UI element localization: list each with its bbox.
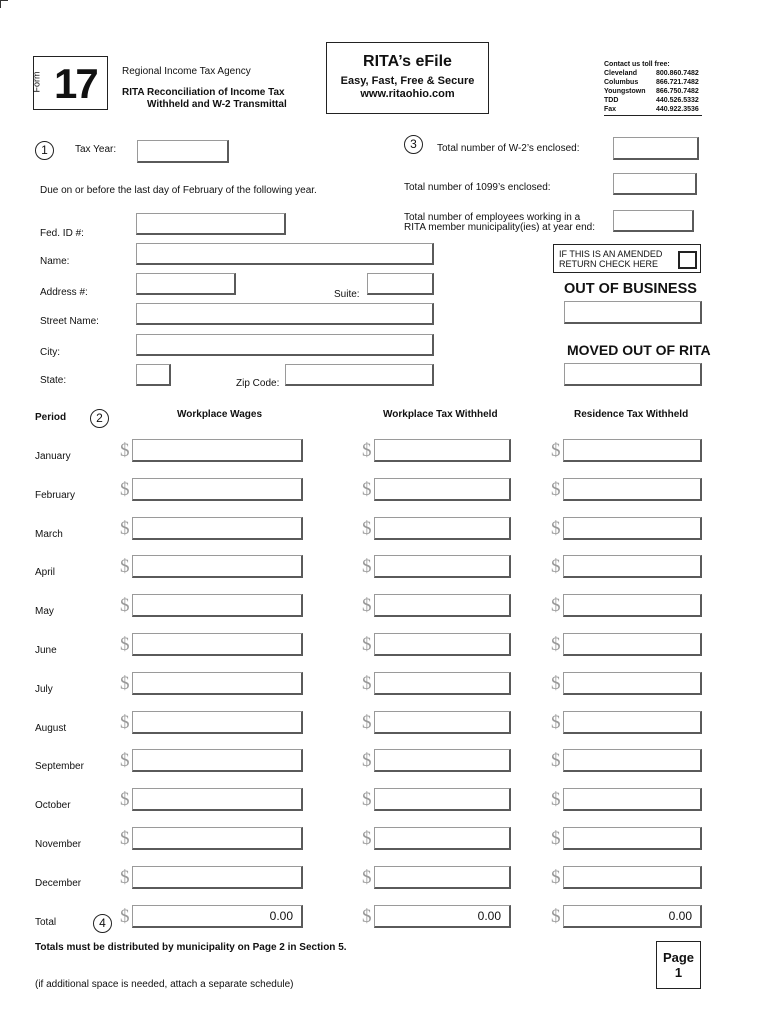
dollar-icon: $ xyxy=(120,517,130,539)
dollar-icon: $ xyxy=(551,828,561,849)
month-label-june: June xyxy=(35,645,57,656)
april-residence-tax-input[interactable] xyxy=(563,555,702,578)
contact-row: Columbus 866.721.7482 xyxy=(604,79,699,86)
dollar-icon: $ xyxy=(120,556,130,578)
dollar-icon: $ xyxy=(551,440,561,461)
workplace-wages-header: Workplace Wages xyxy=(177,409,263,420)
dollar-icon: $ xyxy=(551,517,561,539)
november-workplace-tax-input[interactable] xyxy=(374,827,511,850)
fed-id-label: Fed. ID #: xyxy=(40,228,84,239)
dollar-icon: $ xyxy=(120,595,130,617)
name-label: Name: xyxy=(40,256,70,267)
dollar-icon: $ xyxy=(362,440,372,461)
efile-tagline: Easy, Fast, Free & Secure xyxy=(340,75,475,87)
amended-label-line2: RETURN CHECK HERE xyxy=(559,259,659,269)
total-workplace-tax-field[interactable]: 0.00 xyxy=(374,905,511,928)
page-word: Page xyxy=(662,950,695,965)
section-1-badge: 1 xyxy=(35,141,54,160)
zip-code-input[interactable] xyxy=(285,364,434,386)
month-label-october: October xyxy=(35,800,71,812)
march-workplace-tax-input[interactable] xyxy=(374,517,511,540)
dollar-icon: $ xyxy=(551,789,561,811)
month-label-july: July xyxy=(35,683,53,695)
page-number: 1 xyxy=(674,965,683,980)
dollar-icon: $ xyxy=(551,595,561,617)
may-workplace-wages-input[interactable] xyxy=(132,594,303,617)
total-workplace-wages-field[interactable]: 0.00 xyxy=(132,905,303,928)
additional-space-note: (if additional space is needed, attach a separate schedule) xyxy=(35,979,294,990)
dollar-icon: $ xyxy=(551,556,561,578)
section-3-badge: 3 xyxy=(404,135,423,154)
contact-row: TDD 440.526.5332 xyxy=(604,97,699,104)
form-1099-count-label: Total number of 1099’s enclosed: xyxy=(404,182,551,193)
form-title-line2: Withheld and W-2 Transmittal xyxy=(147,99,287,110)
efile-box xyxy=(326,42,489,114)
contact-underline xyxy=(604,115,702,116)
january-workplace-wages-input[interactable] xyxy=(132,439,303,462)
address-number-input[interactable] xyxy=(136,273,236,295)
contact-row: Fax 440.922.3536 xyxy=(604,106,699,113)
efile-title: RITA’s eFile xyxy=(363,53,452,70)
amended-return-box xyxy=(553,244,701,273)
contact-row: Cleveland 800.860.7482 xyxy=(604,70,699,77)
city-label: City: xyxy=(40,347,60,358)
dollar-icon: $ xyxy=(362,906,372,927)
month-label-september: September xyxy=(35,761,84,773)
dollar-icon: $ xyxy=(551,478,561,500)
dollar-icon: $ xyxy=(362,711,372,733)
september-residence-tax-input[interactable] xyxy=(563,749,702,772)
tax-year-input[interactable] xyxy=(137,140,229,163)
month-label-december: December xyxy=(35,877,82,889)
street-name-label: Street Name: xyxy=(40,316,99,327)
contact-row: Youngstown 866.750.7482 xyxy=(604,88,699,95)
may-workplace-tax-input[interactable] xyxy=(374,594,511,617)
dollar-icon: $ xyxy=(120,672,130,694)
amended-return-checkbox[interactable] xyxy=(678,251,697,269)
dollar-icon: $ xyxy=(362,478,372,500)
period-header: Period xyxy=(35,412,67,423)
october-workplace-wages-input[interactable] xyxy=(132,788,303,811)
form-number-box xyxy=(33,56,108,110)
agency-name: Regional Income Tax Agency xyxy=(122,66,251,77)
month-label-february: February xyxy=(35,489,76,501)
dollar-icon: $ xyxy=(120,828,130,849)
distribution-note: Totals must be distributed by municipality on Page 2 in Section 5. xyxy=(35,942,347,953)
out-of-business-label: OUT OF BUSINESS xyxy=(564,281,697,297)
march-workplace-wages-input[interactable] xyxy=(132,517,303,540)
dollar-icon: $ xyxy=(551,672,561,694)
contact-heading: Contact us toll free: xyxy=(604,61,670,68)
october-workplace-tax-input[interactable] xyxy=(374,788,511,811)
dollar-icon: $ xyxy=(362,789,372,811)
city-input[interactable] xyxy=(136,334,434,356)
december-workplace-wages-input[interactable] xyxy=(132,866,303,889)
dollar-icon: $ xyxy=(120,866,130,888)
dollar-icon: $ xyxy=(362,517,372,539)
amended-label-line1: IF THIS IS AN AMENDED xyxy=(559,249,663,259)
february-workplace-tax-input[interactable] xyxy=(374,478,511,501)
december-workplace-tax-input[interactable] xyxy=(374,866,511,889)
april-workplace-wages-input[interactable] xyxy=(132,555,303,578)
june-workplace-tax-input[interactable] xyxy=(374,633,511,656)
dollar-icon: $ xyxy=(362,672,372,694)
august-workplace-wages-input[interactable] xyxy=(132,711,303,734)
august-workplace-tax-input[interactable] xyxy=(374,711,511,734)
zip-code-label: Zip Code: xyxy=(236,378,280,389)
employees-label-line1: Total number of employees working in a xyxy=(404,212,581,223)
dollar-icon: $ xyxy=(120,440,130,461)
form-title-line1: RITA Reconciliation of Income Tax xyxy=(122,87,285,98)
dollar-icon: $ xyxy=(362,634,372,655)
september-workplace-tax-input[interactable] xyxy=(374,749,511,772)
form-1099-count-input[interactable] xyxy=(613,173,697,195)
form-number: 17 xyxy=(54,60,97,107)
workplace-tax-withheld-header: Workplace Tax Withheld xyxy=(383,409,498,420)
employees-count-input[interactable] xyxy=(613,210,694,232)
fed-id-input[interactable] xyxy=(136,213,286,235)
due-date-note: Due on or before the last day of February of the following year. xyxy=(40,185,317,196)
contact-table xyxy=(604,69,699,114)
crop-mark xyxy=(0,0,1,8)
dollar-icon: $ xyxy=(120,906,130,927)
dollar-icon: $ xyxy=(551,750,561,772)
suite-label: Suite: xyxy=(334,289,360,300)
july-residence-tax-input[interactable] xyxy=(563,672,702,695)
total-label: Total xyxy=(35,917,57,928)
dollar-icon: $ xyxy=(362,828,372,849)
february-workplace-wages-input[interactable] xyxy=(132,478,303,501)
month-label-august: August xyxy=(35,722,67,734)
month-label-november: November xyxy=(35,839,82,850)
dollar-icon: $ xyxy=(551,866,561,888)
section-2-badge: 2 xyxy=(90,409,109,428)
name-input[interactable] xyxy=(136,243,434,265)
dollar-icon: $ xyxy=(120,634,130,655)
june-workplace-wages-input[interactable] xyxy=(132,633,303,656)
april-workplace-tax-input[interactable] xyxy=(374,555,511,578)
month-label-april: April xyxy=(35,567,56,579)
august-residence-tax-input[interactable] xyxy=(563,711,702,734)
tax-year-label: Tax Year: xyxy=(75,144,117,155)
section-4-badge: 4 xyxy=(93,914,112,933)
dollar-icon: $ xyxy=(362,866,372,888)
employees-label-line2: RITA member municipality(ies) at year end: xyxy=(404,222,595,233)
january-residence-tax-input[interactable] xyxy=(563,439,702,462)
dollar-icon: $ xyxy=(120,789,130,811)
month-label-march: March xyxy=(35,528,63,540)
march-residence-tax-input[interactable] xyxy=(563,517,702,540)
address-label: Address #: xyxy=(40,287,88,298)
month-label-may: May xyxy=(35,606,54,618)
page-number-box xyxy=(656,941,701,989)
state-label: State: xyxy=(40,375,67,386)
dollar-icon: $ xyxy=(551,711,561,733)
crop-mark xyxy=(0,0,8,1)
residence-tax-withheld-header: Residence Tax Withheld xyxy=(574,409,689,420)
july-workplace-tax-input[interactable] xyxy=(374,672,511,695)
total-residence-tax-field[interactable]: 0.00 xyxy=(563,905,702,928)
dollar-icon: $ xyxy=(120,711,130,733)
may-residence-tax-input[interactable] xyxy=(563,594,702,617)
june-residence-tax-input[interactable] xyxy=(563,633,702,656)
dollar-icon: $ xyxy=(120,750,130,772)
suite-input[interactable] xyxy=(367,273,434,295)
july-workplace-wages-input[interactable] xyxy=(132,672,303,695)
february-residence-tax-input[interactable] xyxy=(563,478,702,501)
out-of-business-input[interactable] xyxy=(564,301,702,324)
dollar-icon: $ xyxy=(551,906,561,927)
w2-count-input[interactable] xyxy=(613,137,699,160)
dollar-icon: $ xyxy=(362,750,372,772)
dollar-icon: $ xyxy=(120,478,130,500)
october-residence-tax-input[interactable] xyxy=(563,788,702,811)
november-residence-tax-input[interactable] xyxy=(563,827,702,850)
form-word: Form xyxy=(31,71,42,93)
dollar-icon: $ xyxy=(362,556,372,578)
contact-block xyxy=(604,60,702,116)
efile-website: www.ritaohio.com xyxy=(360,88,455,100)
dollar-icon: $ xyxy=(551,634,561,655)
november-workplace-wages-input[interactable] xyxy=(132,827,303,850)
moved-out-of-rita-input[interactable] xyxy=(564,363,702,386)
moved-out-of-rita-label: MOVED OUT OF RITA xyxy=(567,342,711,358)
dollar-icon: $ xyxy=(362,595,372,617)
street-name-input[interactable] xyxy=(136,303,434,325)
january-workplace-tax-input[interactable] xyxy=(374,439,511,462)
december-residence-tax-input[interactable] xyxy=(563,866,702,889)
w2-count-label: Total number of W-2’s enclosed: xyxy=(437,143,580,154)
state-input[interactable] xyxy=(136,364,171,386)
month-label-january: January xyxy=(35,451,71,462)
september-workplace-wages-input[interactable] xyxy=(132,749,303,772)
